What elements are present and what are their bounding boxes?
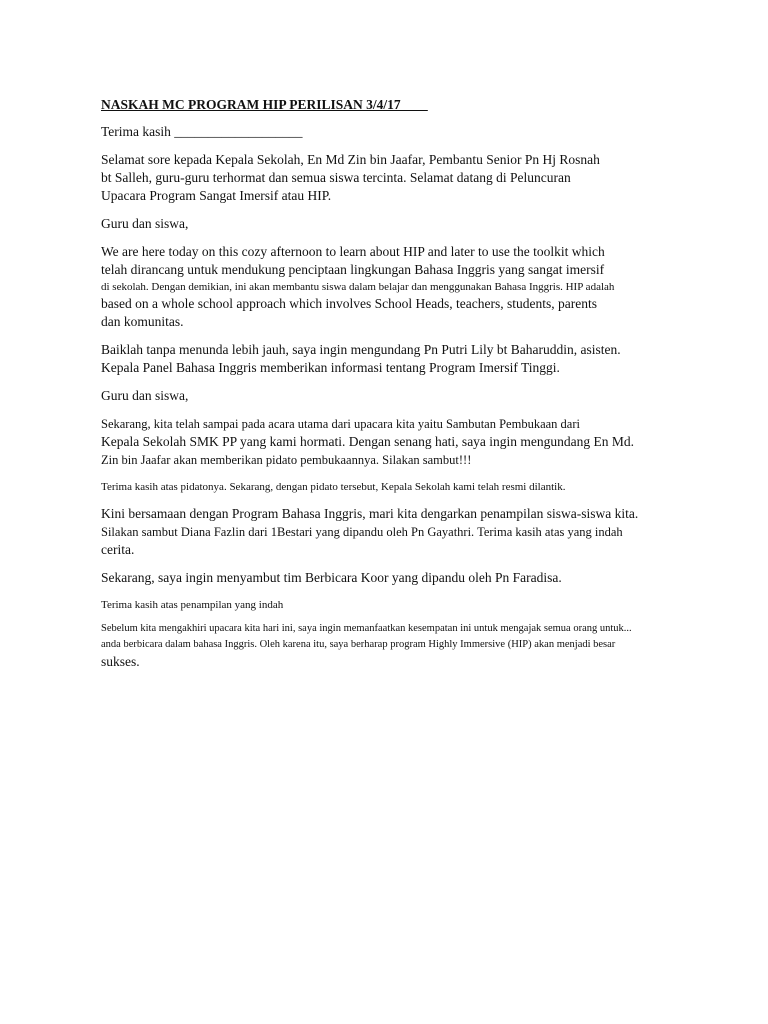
paragraph-address (101, 387, 711, 405)
text-line: di sekolah. Dengan demikian, ini akan membantu siswa dalam belajar dan menggunakan Bahasa Inggris. HIP adalah (101, 281, 615, 293)
document-body (101, 96, 711, 681)
document-title: NASKAH MC PROGRAM HIP PERILISAN 3/4/17____ (101, 97, 428, 112)
paragraph-choral-team (101, 569, 711, 587)
text-line: bt Salleh, guru-guru terhormat dan semua siswa tercinta. Selamat datang di Peluncuran (101, 170, 571, 185)
text-line: Upacara Program Sangat Imersif atau HIP. (101, 188, 332, 203)
text-line: dan komunitas. (101, 314, 184, 329)
paragraph-opening-speech (101, 415, 711, 469)
text-line: based on a whole school approach which involves School Heads, teachers, students, parents (101, 296, 597, 311)
paragraph-greeting (101, 151, 711, 205)
text-line: sukses. (101, 654, 140, 669)
paragraph-invite-panel (101, 341, 711, 377)
text-line: Terima kasih ___________________ (101, 124, 303, 139)
paragraph-thanks-performance (101, 597, 711, 613)
text-line: Kepala Sekolah SMK PP yang kami hormati. Dengan senang hati, saya ingin mengundang En Md. (101, 434, 635, 449)
text-line: Guru dan siswa, (101, 216, 189, 231)
text-line: telah dirancang untuk mendukung penciptaan lingkungan Bahasa Inggris yang sangat imersif (101, 262, 605, 277)
paragraph-thanks (101, 123, 711, 141)
paragraph-hip-intro (101, 243, 711, 331)
text-line: We are here today on this cozy afternoon to learn about HIP and later to use the toolkit which (101, 244, 605, 259)
text-line: Zin bin Jaafar akan memberikan pidato pembukaannya. Silakan sambut!!! (101, 453, 472, 467)
paragraph-student-performance (101, 505, 711, 559)
text-line: Sekarang, kita telah sampai pada acara utama dari upacara kita yaitu Sambutan Pembukaan dari (101, 417, 580, 431)
text-line: Selamat sore kepada Kepala Sekolah, En Md Zin bin Jaafar, Pembantu Senior Pn Hj Rosnah (101, 152, 600, 167)
paragraph-thanks-speech (101, 479, 711, 495)
text-line: Baiklah tanpa menunda lebih jauh, saya ingin mengundang Pn Putri Lily bt Baharuddin, asisten. (101, 342, 621, 357)
text-line: Guru dan siswa, (101, 388, 189, 403)
text-line: Silakan sambut Diana Fazlin dari 1Bestari yang dipandu oleh Pn Gayathri. Terima kasih atas yang indah (101, 525, 623, 539)
paragraph-closing (101, 621, 711, 671)
text-line: anda berbicara dalam bahasa Inggris. Oleh karena itu, saya berharap program Highly Immersive (HIP) akan menjadi besar (101, 639, 616, 650)
text-line: Kepala Panel Bahasa Inggris memberikan informasi tentang Program Imersif Tinggi. (101, 360, 560, 375)
text-line: Sekarang, saya ingin menyambut tim Berbicara Koor yang dipandu oleh Pn Faradisa. (101, 570, 562, 585)
text-line: cerita. (101, 542, 135, 557)
paragraph-address (101, 215, 711, 233)
text-line: Sebelum kita mengakhiri upacara kita hari ini, saya ingin memanfaatkan kesempatan ini untuk mengajak semua orang untuk... (101, 623, 632, 634)
text-line: Kini bersamaan dengan Program Bahasa Inggris, mari kita dengarkan penampilan siswa-siswa kita. (101, 506, 639, 521)
text-line: Terima kasih atas penampilan yang indah (101, 599, 284, 611)
text-line: Terima kasih atas pidatonya. Sekarang, dengan pidato tersebut, Kepala Sekolah kami telah resmi dilantik. (101, 481, 566, 493)
